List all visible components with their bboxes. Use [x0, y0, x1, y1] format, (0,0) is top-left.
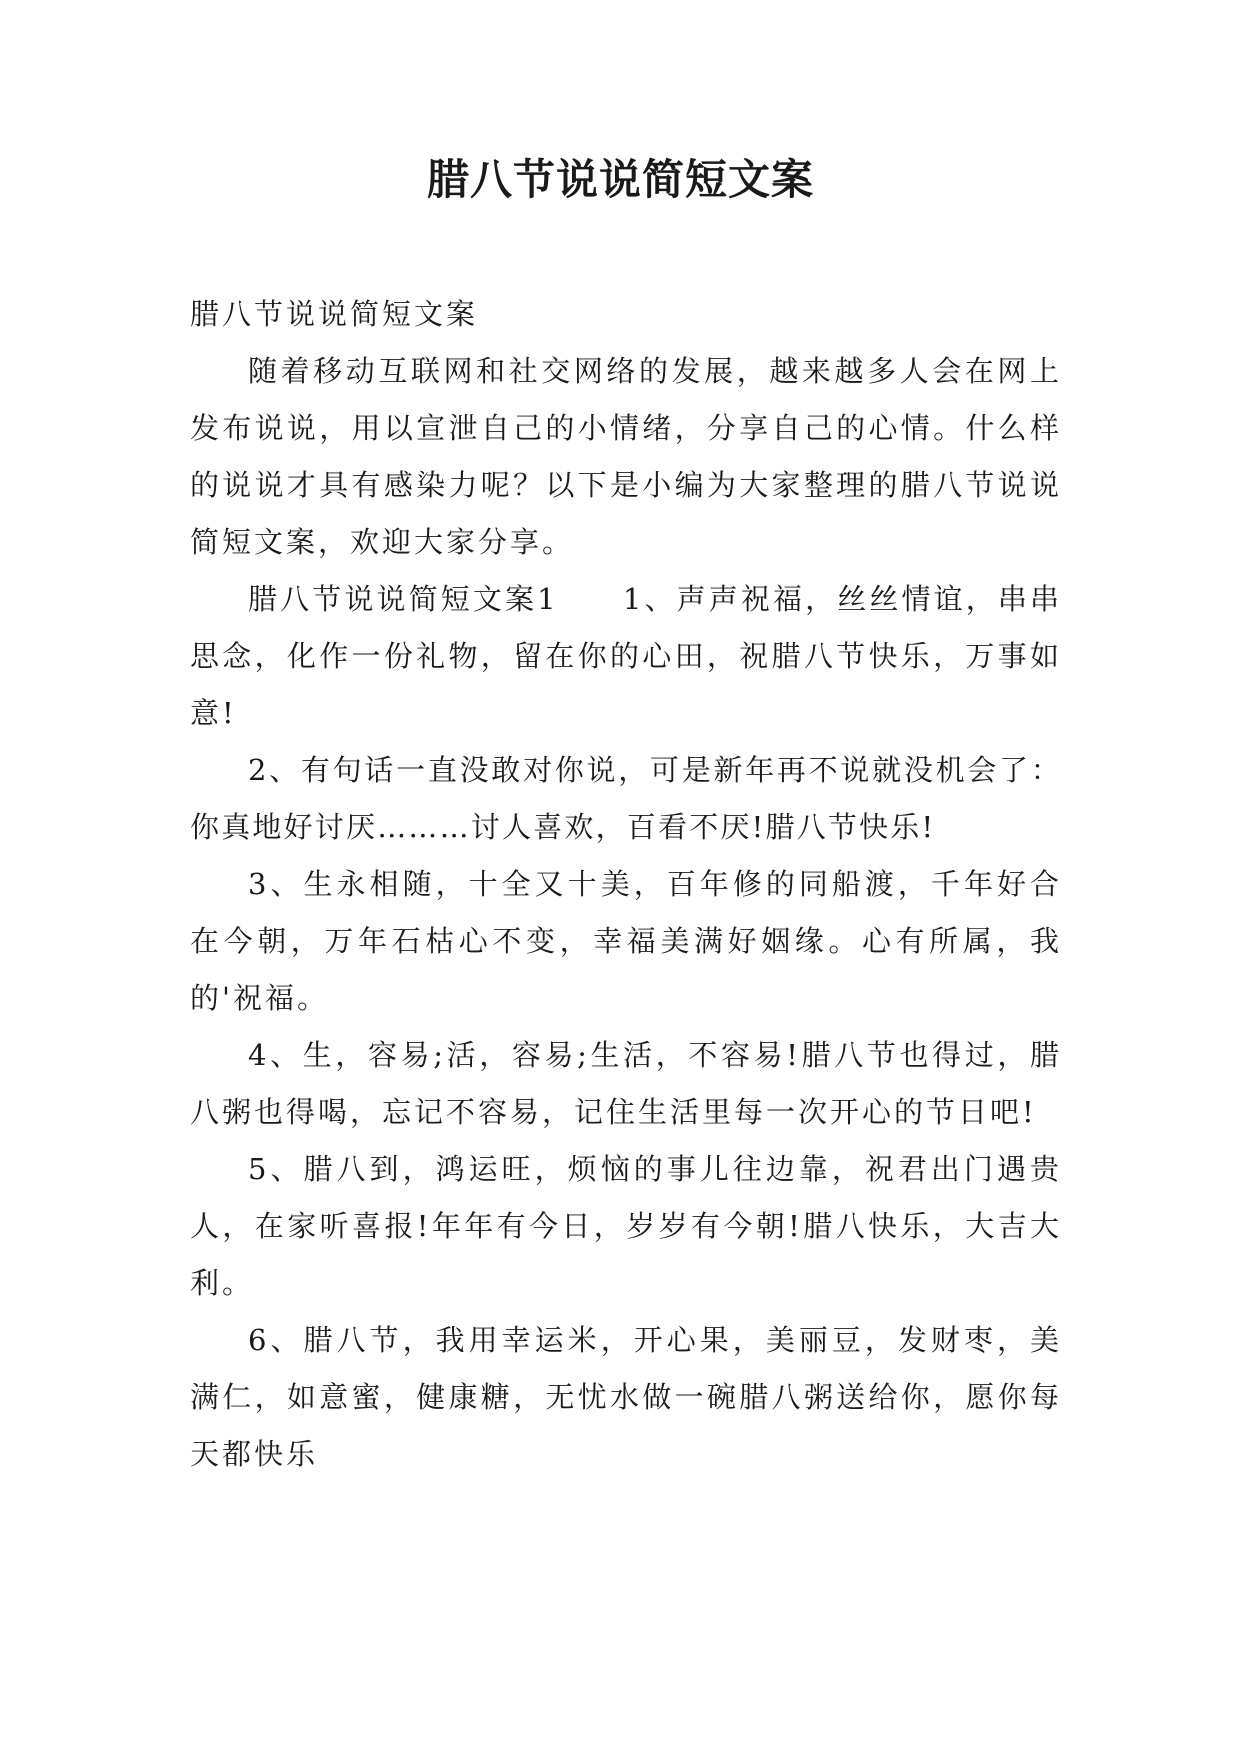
document-body	[190, 286, 1062, 1483]
wish-paragraph-3: 3、生永相随，十全又十美，百年修的同船渡，千年好合在今朝，万年石枯心不变，幸福美满好姻缘。心有所属，我的'祝福。	[190, 867, 1062, 1015]
wish-paragraph-4: 4、生，容易;活，容易;生活，不容易!腊八节也得过，腊八粥也得喝，忘记不容易，记住生活里每一次开心的节日吧!	[190, 1038, 1062, 1129]
wish-paragraph-1: 腊八节说说简短文案1 1、声声祝福，丝丝情谊，串串思念，化作一份礼物，留在你的心田，祝腊八节快乐，万事如意!	[190, 582, 1062, 730]
wish-paragraph-2: 2、有句话一直没敢对你说，可是新年再不说就没机会了：你真地好讨厌………讨人喜欢，百看不厌!腊八节快乐!	[190, 753, 1062, 844]
intro-paragraph: 随着移动互联网和社交网络的发展，越来越多人会在网上发布说说，用以宣泄自己的小情绪，分享自己的心情。什么样的说说才具有感染力呢？以下是小编为大家整理的腊八节说说简短文案，欢迎大家分享。	[190, 354, 1062, 559]
wish-paragraph-5: 5、腊八到，鸿运旺，烦恼的事儿往边靠，祝君出门遇贵人，在家听喜报!年年有今日，岁岁有今朝!腊八快乐，大吉大利。	[190, 1152, 1062, 1300]
document-subtitle: 腊八节说说简短文案	[190, 297, 479, 331]
page-title: 腊八节说说简短文案	[426, 155, 814, 204]
wish-paragraph-6: 6、腊八节，我用幸运米，开心果，美丽豆，发财枣，美满仁，如意蜜，健康糖，无忧水做一碗腊八粥送给你，愿你每天都快乐	[190, 1323, 1062, 1471]
